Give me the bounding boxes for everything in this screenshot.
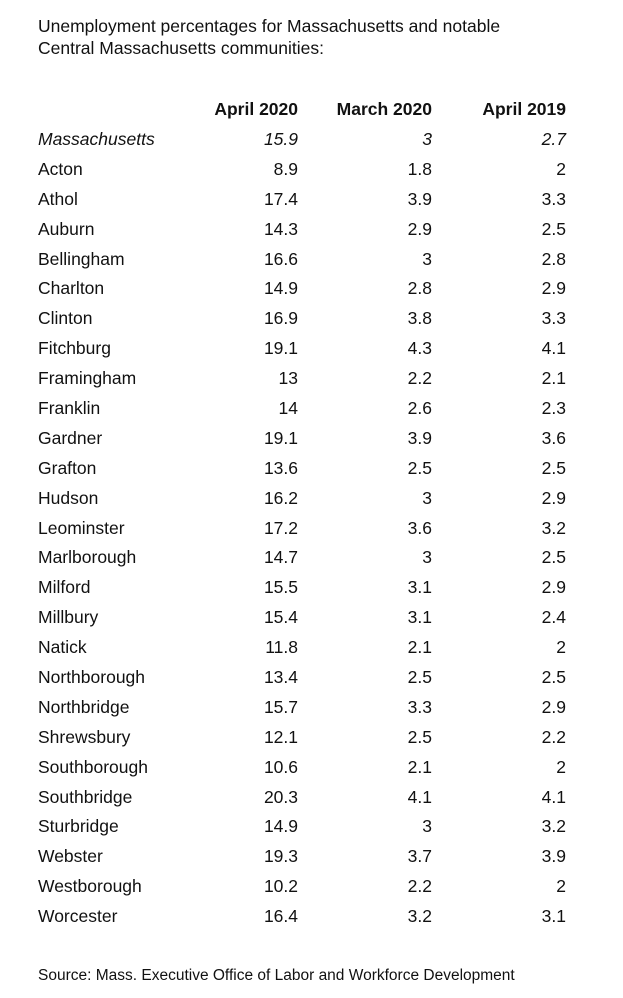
cell-april-2019: 2.3 bbox=[541, 398, 566, 419]
cell-march-2020: 2.5 bbox=[407, 726, 432, 747]
cell-april-2020: 13.4 bbox=[263, 667, 298, 688]
table-row bbox=[38, 754, 568, 784]
row-name: Gardner bbox=[38, 427, 103, 448]
unemployment-table bbox=[38, 96, 568, 933]
cell-april-2019: 2.5 bbox=[541, 667, 566, 688]
cell-april-2019: 2.9 bbox=[541, 696, 566, 717]
cell-april-2019: 2.4 bbox=[541, 607, 566, 628]
page-title bbox=[38, 15, 598, 59]
cell-april-2020: 16.9 bbox=[263, 308, 298, 329]
cell-april-2019: 2.7 bbox=[541, 129, 566, 149]
table-row-state bbox=[38, 126, 568, 156]
cell-april-2019: 4.1 bbox=[541, 338, 566, 359]
table-row bbox=[38, 515, 568, 545]
table-row bbox=[38, 186, 568, 216]
row-name: Franklin bbox=[38, 398, 101, 419]
row-name: Sturbridge bbox=[38, 816, 119, 837]
table-row bbox=[38, 485, 568, 515]
table-row bbox=[38, 544, 568, 574]
cell-march-2020: 2.5 bbox=[407, 667, 432, 688]
cell-march-2020: 3 bbox=[422, 487, 432, 508]
row-name: Auburn bbox=[38, 218, 95, 239]
cell-april-2020: 19.1 bbox=[263, 427, 298, 448]
community-rows bbox=[38, 156, 568, 933]
cell-april-2020: 10.2 bbox=[263, 876, 298, 897]
table-row bbox=[38, 275, 568, 305]
cell-april-2020: 8.9 bbox=[273, 158, 298, 179]
cell-april-2020: 11.8 bbox=[265, 637, 298, 658]
cell-april-2020: 17.4 bbox=[263, 188, 298, 209]
row-name: Acton bbox=[38, 158, 83, 179]
cell-april-2020: 13.6 bbox=[263, 457, 298, 478]
table-row bbox=[38, 664, 568, 694]
table-row bbox=[38, 156, 568, 186]
cell-april-2019: 2 bbox=[556, 756, 566, 777]
cell-april-2019: 2.1 bbox=[541, 368, 566, 389]
cell-march-2020: 3 bbox=[422, 129, 432, 149]
cell-april-2020: 16.6 bbox=[263, 248, 298, 269]
cell-april-2020: 17.2 bbox=[263, 517, 298, 538]
cell-april-2019: 3.2 bbox=[541, 517, 566, 538]
row-name: Southborough bbox=[38, 756, 148, 777]
table-row bbox=[38, 246, 568, 276]
cell-april-2020: 14.7 bbox=[263, 547, 298, 568]
cell-april-2019: 2.8 bbox=[541, 248, 566, 269]
row-name: Massachusetts bbox=[38, 129, 155, 149]
cell-march-2020: 3 bbox=[422, 816, 432, 837]
cell-march-2020: 3.8 bbox=[407, 308, 432, 329]
cell-march-2020: 2.5 bbox=[407, 457, 432, 478]
cell-march-2020: 2.1 bbox=[407, 637, 432, 658]
cell-april-2020: 15.4 bbox=[263, 607, 298, 628]
table-row bbox=[38, 335, 568, 365]
cell-march-2020: 3.1 bbox=[407, 577, 432, 598]
source-note: Source: Mass. Executive Office of Labor and Workforce Development bbox=[38, 967, 515, 984]
cell-april-2019: 2 bbox=[556, 876, 566, 897]
row-name: Charlton bbox=[38, 278, 105, 299]
cell-april-2020: 10.6 bbox=[263, 756, 298, 777]
cell-march-2020: 3 bbox=[422, 248, 432, 269]
cell-april-2019: 2 bbox=[556, 158, 566, 179]
cell-march-2020: 3.9 bbox=[407, 188, 432, 209]
cell-april-2019: 2 bbox=[556, 637, 566, 658]
cell-april-2019: 2.5 bbox=[541, 457, 566, 478]
cell-april-2020: 20.3 bbox=[263, 786, 298, 807]
row-name: Framingham bbox=[38, 368, 137, 389]
table-row bbox=[38, 365, 568, 395]
cell-april-2020: 14.9 bbox=[263, 816, 298, 837]
title-line-2: Central Massachusetts communities: bbox=[38, 38, 324, 58]
cell-march-2020: 3.2 bbox=[407, 906, 432, 927]
row-name: Southbridge bbox=[38, 786, 133, 807]
table-row bbox=[38, 455, 568, 485]
table-row bbox=[38, 813, 568, 843]
cell-april-2019: 2.5 bbox=[541, 547, 566, 568]
cell-march-2020: 2.6 bbox=[407, 398, 432, 419]
row-name: Webster bbox=[38, 846, 103, 867]
cell-april-2020: 13 bbox=[278, 368, 298, 389]
cell-march-2020: 3 bbox=[422, 547, 432, 568]
table-row bbox=[38, 604, 568, 634]
cell-april-2019: 2.9 bbox=[541, 577, 566, 598]
column-header-april-2019: April 2019 bbox=[482, 99, 566, 119]
table-row bbox=[38, 395, 568, 425]
cell-march-2020: 3.1 bbox=[407, 607, 432, 628]
cell-april-2019: 3.3 bbox=[541, 308, 566, 329]
cell-april-2020: 15.9 bbox=[263, 129, 298, 149]
title-line-1: Unemployment percentages for Massachusetts and notable bbox=[38, 16, 501, 36]
cell-april-2019: 2.5 bbox=[541, 218, 566, 239]
cell-april-2019: 4.1 bbox=[541, 786, 566, 807]
cell-march-2020: 3.7 bbox=[407, 846, 432, 867]
table-row bbox=[38, 784, 568, 814]
cell-april-2020: 19.1 bbox=[263, 338, 298, 359]
row-name: Westborough bbox=[38, 876, 142, 897]
row-name: Northbridge bbox=[38, 696, 130, 717]
cell-april-2019: 2.9 bbox=[541, 487, 566, 508]
cell-march-2020: 4.3 bbox=[407, 338, 432, 359]
cell-april-2019: 2.2 bbox=[541, 726, 566, 747]
cell-march-2020: 3.9 bbox=[407, 427, 432, 448]
cell-april-2020: 16.2 bbox=[263, 487, 298, 508]
cell-april-2020: 14.3 bbox=[263, 218, 298, 239]
cell-march-2020: 2.8 bbox=[407, 278, 432, 299]
cell-march-2020: 2.2 bbox=[407, 368, 432, 389]
cell-april-2019: 3.9 bbox=[541, 846, 566, 867]
row-name: Natick bbox=[38, 637, 87, 658]
row-name: Millbury bbox=[38, 607, 99, 628]
table-row bbox=[38, 903, 568, 933]
cell-april-2019: 3.2 bbox=[541, 816, 566, 837]
cell-march-2020: 4.1 bbox=[407, 786, 432, 807]
table-row bbox=[38, 574, 568, 604]
table-row bbox=[38, 216, 568, 246]
cell-march-2020: 2.9 bbox=[407, 218, 432, 239]
row-name: Milford bbox=[38, 577, 91, 598]
column-header-april-2020: April 2020 bbox=[214, 99, 298, 119]
cell-april-2020: 15.5 bbox=[263, 577, 298, 598]
cell-april-2019: 3.1 bbox=[541, 906, 566, 927]
cell-april-2020: 14.9 bbox=[263, 278, 298, 299]
row-name: Worcester bbox=[38, 906, 118, 927]
table-row bbox=[38, 634, 568, 664]
cell-april-2020: 12.1 bbox=[263, 726, 298, 747]
cell-april-2020: 19.3 bbox=[263, 846, 298, 867]
table-header-row bbox=[38, 96, 568, 126]
table-row bbox=[38, 724, 568, 754]
cell-april-2019: 2.9 bbox=[541, 278, 566, 299]
row-name: Marlborough bbox=[38, 547, 137, 568]
cell-april-2020: 16.4 bbox=[263, 906, 298, 927]
table-row bbox=[38, 425, 568, 455]
cell-april-2019: 3.6 bbox=[541, 427, 566, 448]
row-name: Northborough bbox=[38, 667, 146, 688]
row-name: Fitchburg bbox=[38, 338, 111, 359]
table-row bbox=[38, 873, 568, 903]
cell-march-2020: 1.8 bbox=[407, 158, 432, 179]
cell-march-2020: 3.3 bbox=[407, 696, 432, 717]
cell-april-2019: 3.3 bbox=[541, 188, 566, 209]
row-name: Hudson bbox=[38, 487, 99, 508]
cell-march-2020: 3.6 bbox=[407, 517, 432, 538]
table-row bbox=[38, 694, 568, 724]
column-header-march-2020: March 2020 bbox=[336, 99, 432, 119]
row-name: Shrewsbury bbox=[38, 726, 131, 747]
table-row bbox=[38, 305, 568, 335]
row-name: Bellingham bbox=[38, 248, 125, 269]
cell-march-2020: 2.1 bbox=[407, 756, 432, 777]
cell-march-2020: 2.2 bbox=[407, 876, 432, 897]
row-name: Clinton bbox=[38, 308, 93, 329]
cell-april-2020: 15.7 bbox=[263, 696, 298, 717]
cell-april-2020: 14 bbox=[278, 398, 298, 419]
row-name: Leominster bbox=[38, 517, 125, 538]
row-name: Grafton bbox=[38, 457, 97, 478]
table-row bbox=[38, 843, 568, 873]
row-name: Athol bbox=[38, 188, 78, 209]
